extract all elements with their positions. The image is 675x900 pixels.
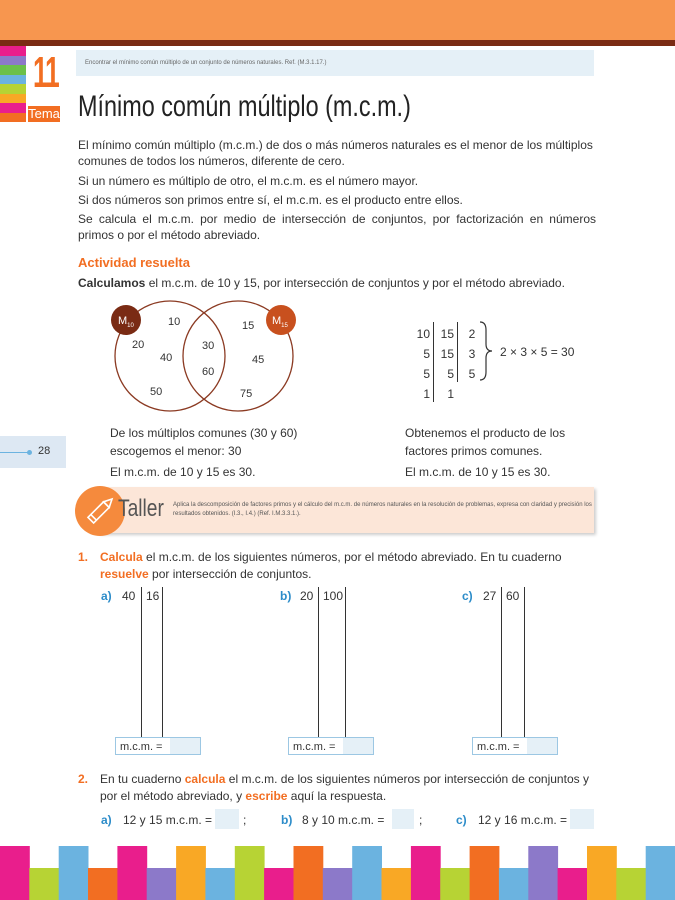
abbreviated-method-table [408, 322, 488, 402]
table-cell: 5 [423, 347, 430, 361]
topic-number: 11 [33, 48, 59, 97]
mcm-answer-field[interactable] [115, 737, 201, 755]
page-number: 28 [38, 445, 51, 457]
table-cell: 1 [423, 387, 430, 401]
table-divider [457, 322, 458, 382]
venn-value: 40 [160, 352, 173, 364]
exercise-1-instruction [78, 549, 598, 581]
mcm-label: m.c.m. = [477, 741, 520, 753]
venn-diagram [100, 300, 310, 415]
decor-stripe [616, 868, 646, 900]
venn-m15-label: $M_{15}$ [272, 315, 288, 329]
exercise-text: aquí la respuesta. [287, 789, 387, 803]
exercise-text: por el método abreviado, y [100, 789, 246, 803]
decor-stripe [235, 846, 265, 900]
table-cell: 1 [447, 387, 454, 401]
table-cell: 2 [468, 327, 476, 341]
item-number-a: 40 [122, 589, 136, 603]
venn-value: 75 [240, 388, 253, 400]
table-col-a [408, 324, 430, 404]
exercise-text: por intersección de conjuntos. [148, 567, 312, 581]
mcm-answer-field[interactable] [472, 737, 558, 755]
table-cell: 3 [468, 347, 476, 361]
exercise-text: el m.c.m. de los siguientes números, por el método abreviado. En tu cuaderno [142, 550, 562, 564]
decor-stripe [646, 846, 675, 900]
caption-line: escogemos el menor: 30 [110, 444, 242, 458]
exercise-text: En tu cuaderno [100, 772, 185, 786]
solved-lead [78, 275, 596, 291]
decor-stripe [499, 868, 529, 900]
decor-stripe [0, 846, 30, 900]
decor-stripe [382, 868, 412, 900]
venn-value: 45 [252, 354, 265, 366]
item-letter: b) [280, 589, 292, 603]
intro-paragraph-3: Si dos números son primos entre sí, el m.c.m. es el producto entre ellos. [78, 193, 463, 207]
table-cell: 5 [423, 367, 430, 381]
answer-blank[interactable] [392, 809, 414, 829]
page-number-line [0, 452, 28, 453]
caption-line: El m.c.m. de 10 y 15 es 30. [110, 465, 256, 479]
bottom-stripes [0, 846, 675, 900]
decor-stripe [147, 868, 177, 900]
answer-blank[interactable] [215, 809, 239, 829]
caption-line: El m.c.m. de 10 y 15 es 30. [405, 465, 551, 479]
decor-stripe [528, 846, 558, 900]
item-number-b: 16 [146, 589, 160, 603]
caption-line: Obtenemos el producto de los [405, 426, 566, 440]
intro-paragraph-4: Se calcula el m.c.m. por medio de intersección de conjuntos, por factorización en números primos o por el método abreviado. [78, 212, 596, 242]
item-number-b: 100 [323, 589, 344, 603]
table-cell: 5 [447, 367, 454, 381]
table-caption [405, 424, 565, 481]
decor-stripe [205, 868, 235, 900]
item-text: 12 y 16 m.c.m. = [478, 813, 568, 827]
answer-blank[interactable] [570, 809, 594, 829]
mcm-label: m.c.m. = [293, 741, 336, 753]
item-letter: a) [101, 813, 112, 827]
exercise-verb: calcula [184, 772, 226, 786]
decor-stripe [323, 868, 353, 900]
mcm-blank[interactable] [343, 738, 373, 754]
page-title: Mínimo común múltiplo (m.c.m.) [78, 90, 411, 123]
item-text: 12 y 15 m.c.m. = [123, 813, 213, 827]
venn-m10-label: $M_{10}$ [118, 315, 134, 329]
item-letter: c) [456, 813, 467, 827]
item-letter: b) [281, 813, 293, 827]
item-letter: a) [101, 589, 112, 603]
decor-stripe [29, 868, 59, 900]
decor-stripe [411, 846, 441, 900]
exercise-verb: escribe [245, 789, 288, 803]
venn-value: 60 [202, 366, 215, 378]
exercise-2-instruction [78, 771, 598, 803]
taller-label: Taller [118, 495, 164, 522]
color-stripes [0, 46, 26, 122]
intro-paragraph-2: Si un número es múltiplo de otro, el m.c.m. es el número mayor. [78, 174, 419, 188]
decor-stripe [59, 846, 89, 900]
venn-caption [110, 424, 297, 481]
exercise-verb: Calcula [100, 550, 143, 564]
taller-description: Aplica la descomposición de factores primos y el cálculo del m.c.m. de números naturales en la resolución de problemas, expresa con claridad y precisión los resultados obtenidos. (I.3., I.4.) (Ref. I.M.3.3.1.). [173, 502, 592, 517]
intro-paragraph-1: El mínimo común múltiplo (m.c.m.) de dos o más números naturales es el menor de los múltiplos comunes de todos los números, diferente de cero. [78, 138, 593, 168]
topic-label: Tema [28, 106, 60, 121]
item-number-a: 20 [300, 589, 314, 603]
decor-stripe [176, 846, 206, 900]
decor-stripe [587, 846, 617, 900]
mcm-blank[interactable] [170, 738, 200, 754]
factor-product: 2 × 3 × 5 = 30 [500, 345, 575, 359]
item-text: 8 y 10 m.c.m. = [302, 813, 385, 827]
mcm-label: m.c.m. = [120, 741, 163, 753]
decor-stripe [440, 868, 470, 900]
top-divider [0, 40, 675, 46]
top-banner [0, 0, 675, 40]
work-line [162, 587, 163, 737]
venn-value: 50 [150, 386, 163, 398]
table-col-b [434, 324, 454, 404]
work-line [141, 587, 142, 737]
item-letter: c) [462, 589, 473, 603]
decor-stripe [352, 846, 382, 900]
exercise-text: el m.c.m. de los siguientes números por intersección de conjuntos y [225, 772, 589, 786]
item-separator: ; [243, 813, 247, 827]
solved-lead-verb: Calculamos [78, 276, 146, 290]
table-cell: 10 [416, 327, 430, 341]
decor-stripe [117, 846, 147, 900]
mcm-blank[interactable] [527, 738, 557, 754]
table-cell: 15 [440, 327, 454, 341]
venn-value: 15 [242, 320, 255, 332]
venn-value: 30 [202, 340, 215, 352]
exercise-verb: resuelve [100, 567, 149, 581]
work-line [501, 587, 502, 737]
caption-line: De los múltiplos comunes (30 y 60) [110, 426, 298, 440]
item-number-a: 27 [483, 589, 497, 603]
item-number-b: 60 [506, 589, 520, 603]
decor-stripe [470, 846, 500, 900]
decor-stripe [264, 868, 294, 900]
decor-stripe [294, 846, 324, 900]
decor-stripe [88, 868, 118, 900]
work-line [345, 587, 346, 737]
table-cell: 15 [440, 347, 454, 361]
page-number-dot [27, 450, 32, 455]
brace-icon [478, 320, 494, 382]
table-cell: 5 [468, 367, 476, 381]
solved-lead-text: el m.c.m. de 10 y 15, por intersección de conjuntos y por el método abreviado. [145, 276, 565, 290]
work-line [318, 587, 319, 737]
exercise-number: 1. [78, 550, 89, 564]
caption-line: factores primos comunes. [405, 444, 543, 458]
venn-value: 10 [168, 316, 181, 328]
item-separator: ; [419, 813, 423, 827]
decor-stripe [558, 868, 588, 900]
exercise-number: 2. [78, 772, 89, 786]
objective-bar: Encontrar el mínimo común múltiplo de un conjunto de números naturales. Ref. (M.3.1.17.) [76, 50, 594, 76]
work-line [524, 587, 525, 737]
mcm-answer-field[interactable] [288, 737, 374, 755]
solved-heading: Actividad resuelta [78, 255, 190, 270]
venn-value: 20 [132, 339, 145, 351]
